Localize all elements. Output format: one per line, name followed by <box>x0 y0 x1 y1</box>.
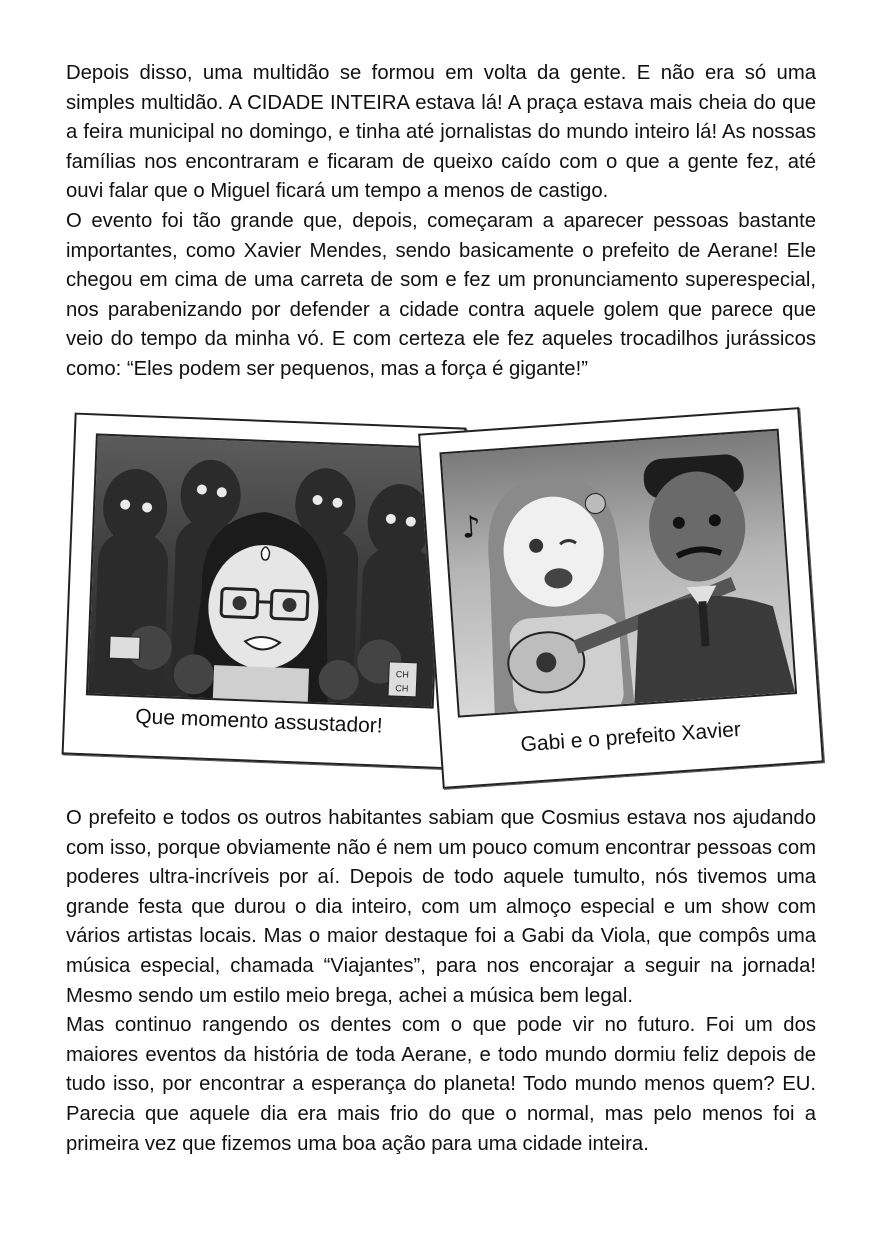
music-note-icon: ♪ <box>460 509 483 546</box>
polaroid-photo-scared <box>62 413 467 770</box>
illustration-gabi-and-mayor <box>439 429 797 718</box>
paragraph: O prefeito e todos os outros habitantes sabiam que Cosmius estava nos ajudando com isso, porque obviamente não é nem um pouco comum encontrar pessoas com poderes ultra-incríveis por aí. Depois de todo aquele tumulto, nós tivemos uma grande festa que durou o dia inteiro, com um almoço especial e um show com vários artistas locais. Mas o maior destaque foi a Gabi da Viola, que compôs uma música especial, chamada “Viajantes”, para nos encorajar a seguir na jornada! Mesmo sendo um estilo meio brega, achei a música bem legal. <box>66 807 816 1007</box>
polaroid-photo-gabi-mayor <box>418 407 824 789</box>
paragraph: O evento foi tão grande que, depois, começaram a aparecer pessoas bastante importantes, como Xavier Mendes, sendo basicamente o prefeito de Aerane! Ele chegou em cima de uma carreta de som e fez um pronunciamento superespecial, nos parabenizando por defender a cidade contra aquele golem que parece que veio do tempo da minha vó. E com certeza ele fez aqueles trocadilhos jurássicos como: “Eles podem ser pequenos, mas a força é gigante!” <box>66 209 816 380</box>
paragraph: Depois disso, uma multidão se formou em volta da gente. E não era só uma simples multidão. A CIDADE INTEIRA estava lá! A praça estava mais cheia do que a feira municipal no domingo, e tinha até jornalistas do mundo inteiro lá! As nossas famílias nos encontraram e ficaram de queixo caído com o que a gente fez, até ouvi falar que o Miguel ficará um tempo a menos de castigo. <box>66 62 816 203</box>
text-block-bottom <box>66 804 816 1159</box>
mic-label: CH <box>395 683 409 694</box>
illustration-scared-girl-with-reporters <box>86 433 444 708</box>
text-block-top <box>66 59 816 385</box>
photo-caption: Gabi e o prefeito Xavier <box>519 717 742 757</box>
paragraph: Mas continuo rangendo os dentes com o que pode vir no futuro. Foi um dos maiores eventos da história de toda Aerane, e todo mundo dormiu feliz depois de tudo isso, por encontrar a esperança do planeta! Todo mundo menos quem? EU. Parecia que aquele dia era mais frio do que o normal, mas pelo menos foi a primeira vez que fizemos uma boa ação para uma cidade inteira. <box>66 1014 816 1155</box>
photo-caption: Que momento assustador! <box>134 705 384 738</box>
mic-label: CH <box>395 669 410 680</box>
